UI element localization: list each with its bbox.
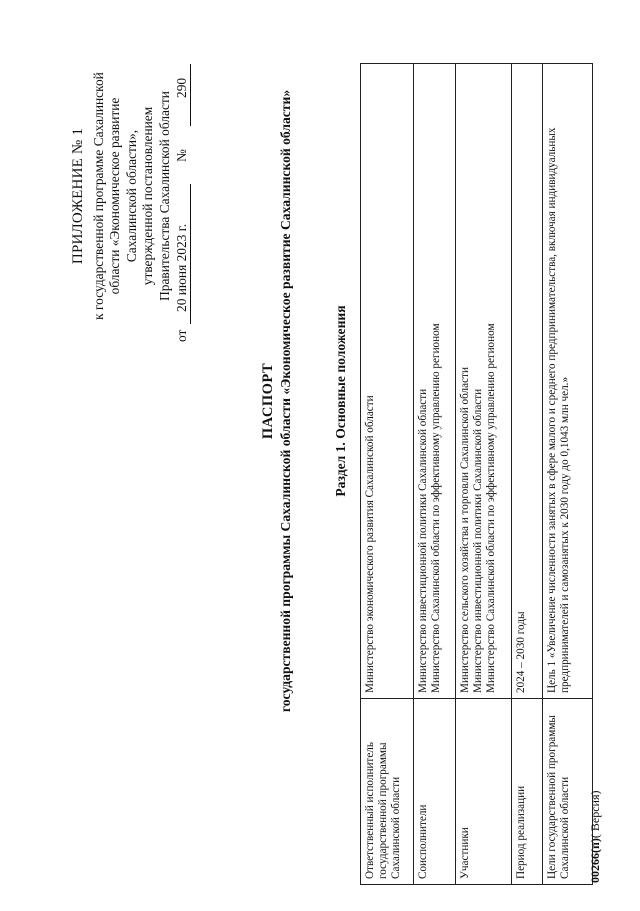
number-sign: № xyxy=(174,149,189,162)
row-label: Период реализации xyxy=(512,699,543,885)
row-value: Министерство экономического развития Сахалинской области xyxy=(361,64,414,699)
row-label: Ответственный исполнитель государственной программы Сахалинской области xyxy=(361,699,414,885)
approval-line: области «Экономическое развитие xyxy=(107,97,122,295)
document-code-number: 00266(п) xyxy=(588,838,602,883)
resolution-date: 20 июня 2023 г. xyxy=(174,223,189,312)
value-line: Министерство Сахалинской области по эффективному управлению регионом xyxy=(485,323,497,693)
approval-line: Правительства Сахалинской области xyxy=(156,91,172,301)
value-line: Министерство инвестиционной политики Сахалинской области xyxy=(472,388,484,693)
document-version: ( Версия) xyxy=(588,790,602,839)
value-line: Министерство инвестиционной политики Сахалинской области xyxy=(417,388,429,693)
table-row xyxy=(414,64,456,885)
table-row xyxy=(512,64,543,885)
document-code xyxy=(588,791,603,884)
row-value: Цель 1 «Увеличение численности занятых в сфере малого и среднего предпринимательства, включая индивидуальных предпринимателей и самозанятых к 2030 году до 0,1043 млн чел.» xyxy=(543,64,593,699)
value-line: Министерство Сахалинской области по эффективному управлению регионом xyxy=(430,323,442,693)
row-label: Соисполнители xyxy=(414,699,456,885)
table-row xyxy=(543,64,593,885)
passport-heading xyxy=(260,81,295,721)
approval-line: утвержденной постановлением xyxy=(140,106,155,286)
row-value: 2024 – 2030 годы xyxy=(512,64,543,699)
passport-subtitle: государственной программы Сахалинской области «Экономическое развитие Сахалинской области» xyxy=(278,89,293,713)
passport-title: ПАСПОРТ xyxy=(260,362,276,440)
table-row xyxy=(361,64,414,885)
section-title: Раздел 1. Основные положения xyxy=(333,305,348,497)
date-underline xyxy=(190,184,191,324)
row-value xyxy=(456,64,512,699)
row-label: Участники xyxy=(456,699,512,885)
resolution-number: 290 xyxy=(174,77,189,98)
value-line: Министерство сельского хозяйства и торговли Сахалинской области xyxy=(459,367,471,693)
approval-line: Сахалинской области», xyxy=(123,129,139,263)
row-value xyxy=(414,64,456,699)
approval-block xyxy=(70,46,192,346)
approval-line: к государственной программе Сахалинской xyxy=(90,72,106,320)
appendix-title: ПРИЛОЖЕНИЕ № 1 xyxy=(70,127,86,265)
resolution-date-row xyxy=(174,46,192,346)
table-row xyxy=(456,64,512,885)
passport-table xyxy=(360,63,593,885)
row-label: Цели государственной программы Сахалинской области xyxy=(543,699,593,885)
date-prefix: от xyxy=(174,329,189,342)
number-underline xyxy=(190,64,191,126)
